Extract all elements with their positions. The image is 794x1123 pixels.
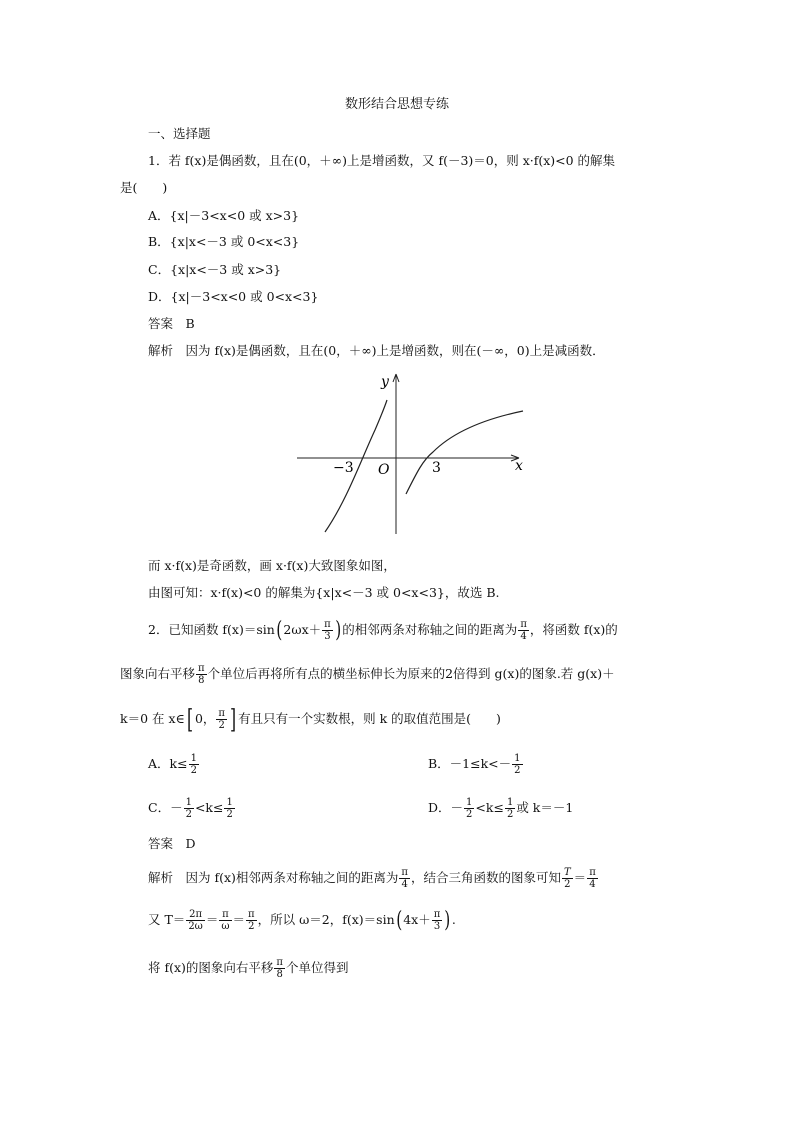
q1-analysis-line2: 而 x·f(x)是奇函数，画 x·f(x)大致图象如图， (148, 558, 396, 573)
q1-stem-line2: 是( ) (120, 180, 168, 195)
q2-option-a: A．k≤ $\frac{1}{2}$ (148, 753, 197, 776)
q2-stem-line1: 2．已知函数 f(x)＝sin(2ωx＋ $\frac{\pi}{3}$ )的相邻两条对称轴之间的距离为 $\frac{\pi}{4}$ ，将函数 f(x)的 (148, 617, 618, 643)
q1-option-c: C．{x|x<－3 或 x>3} (148, 262, 282, 277)
q1-option-d: D．{x|－3<x<0 或 0<x<3} (148, 289, 319, 304)
q2-answer: 答案 D (148, 836, 196, 851)
q2-option-c: C．－ $\frac{1}{2}$ <k≤ $\frac{1}{2}$ (148, 797, 233, 820)
y-axis-label: y (381, 374, 389, 390)
origin-label: O (378, 462, 390, 478)
tick-label-neg3: −3 (333, 460, 354, 476)
q2-analysis-line2: 又 T＝ $\frac{2\pi}{2\omega}$ ＝ $\frac{\pi}{\omega}$ ＝ $\frac{\pi}{2}$ ，所以 ω＝2，f(x)＝sin(4x＋ $\frac{\pi}{3}$ ). (148, 907, 456, 933)
q2-analysis-line3: 将 f(x)的图象向右平移 $\frac{\pi}{8}$ 个单位得到 (148, 957, 349, 980)
q2-stem-line3: k＝0 在 x∈[ 0， $\frac{\pi}{2}$ ] 有且只有一个实数根，则 k 的取值范围是( ) (120, 704, 501, 735)
q1-analysis-line1: 解析 因为 f(x)是偶函数，且在(0，＋∞)上是增函数，则在(－∞，0)上是减函数． (148, 343, 605, 358)
q1-option-a: A．{x|－3<x<0 或 x>3} (148, 208, 300, 223)
q2-stem-line2: 图象向右平移 $\frac{\pi}{8}$ 个单位后再将所有点的横坐标伸长为原来的2倍得到 g(x)的图象.若 g(x)＋ (120, 663, 615, 686)
q1-analysis-line3: 由图可知：x·f(x)<0 的解集为{x|x<－3 或 0<x<3}，故选 B. (148, 585, 500, 600)
curve-right (406, 411, 523, 494)
q2-option-b: B．－1≤k<－ $\frac{1}{2}$ (428, 753, 521, 776)
page-title: 数形结合思想专练 (344, 97, 449, 112)
q1-answer: 答案 B (148, 316, 195, 331)
q1-option-b: B．{x|x<－3 或 0<x<3} (148, 234, 300, 249)
section-heading: 一、选择题 (148, 126, 211, 141)
q2-analysis-line1: 解析 因为 f(x)相邻两条对称轴之间的距离为 $\frac{\pi}{4}$ ，结合三角函数的图象可知 $\frac{T}{2}$ ＝ $\frac{\pi}{4}$ (148, 867, 596, 890)
q1-stem-line1: 1．若 f(x)是偶函数，且在(0，＋∞)上是增函数，又 f(－3)＝0，则 x·f(x)<0 的解集 (148, 153, 616, 168)
tick-label-3: 3 (432, 460, 441, 476)
q2-option-d: D．－ $\frac{1}{2}$ <k≤ $\frac{1}{2}$ 或 k＝－1 (428, 797, 574, 820)
q1-graph (285, 368, 535, 540)
x-axis-label: x (515, 458, 523, 474)
